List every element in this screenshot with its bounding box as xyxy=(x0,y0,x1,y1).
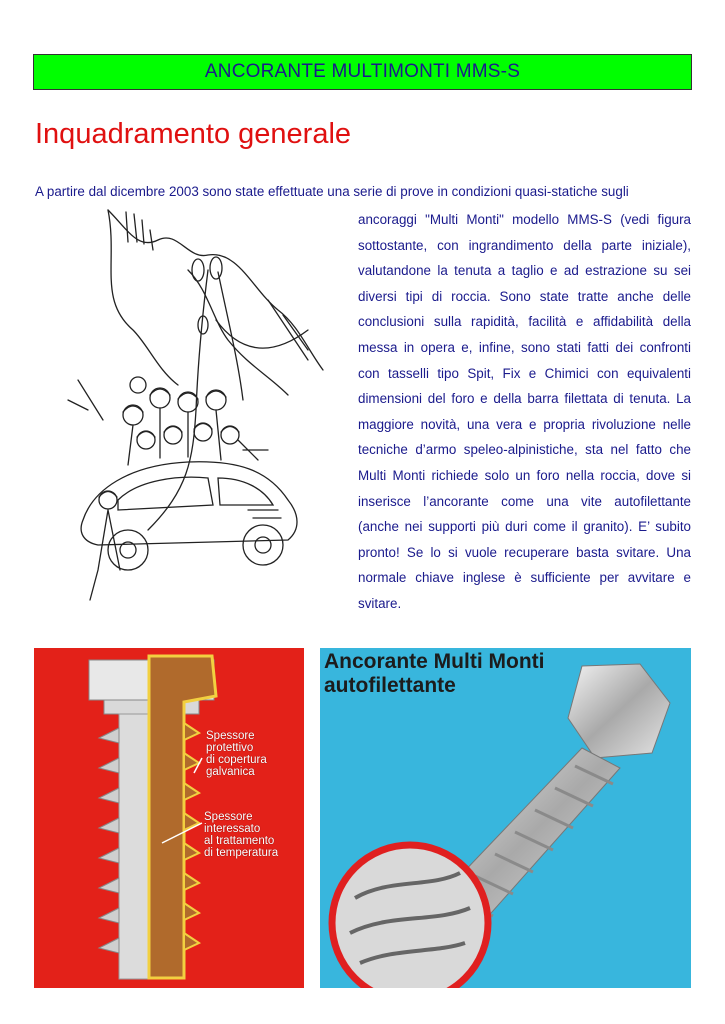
cutaway-label-coating xyxy=(206,730,267,778)
cartoon-illustration xyxy=(38,200,352,632)
label-line: di temperatura xyxy=(204,847,279,859)
photo-title-line: Ancorante Multi Monti xyxy=(324,650,545,673)
section-title: Inquadramento generale xyxy=(35,118,352,150)
cutaway-label-treatment xyxy=(204,811,278,859)
cartoon-drawing xyxy=(38,200,352,632)
photo-title-line: autofilettante xyxy=(324,674,456,697)
document-banner xyxy=(33,54,692,90)
banner-title: ANCORANTE MULTIMONTI MMS-S xyxy=(204,61,521,82)
label-line: galvanica xyxy=(206,766,255,778)
body-paragraph: ancoraggi "Multi Monti" modello MMS-S (vedi figura sottostante, con ingrandimento della parte iniziale), valutandone la tenuta a taglio e ad estrazione su sei diversi tipi di roccia. Sono state tratte anche delle conclusioni sulla rapidità, facilità e affidabilità della messa in opera e, infine, sono stati fatti dei confronti con tasselli tipo Spit, Fix e Chimici con equivalenti dimensioni del foro e della barra filettata di tenuta. La maggiore novità, una vera e propria rivoluzione nelle tecniche d’armo speleo-alpinistiche, sta nel fatto che Multi Monti richiede solo un foro nella roccia, dove si inserisce l’ancorante come una vite autofilettante (anche nei supporti più duri come il granito). E’ subito pronto! Se lo si vuole recuperare basta svitare. Una normale chiave inglese è sufficiente per avvitare e svitare. xyxy=(358,212,691,611)
label-line: di copertura xyxy=(206,754,267,766)
label-line: Spessore xyxy=(206,730,255,742)
label-line: interessato xyxy=(204,823,261,835)
intro-line: A partire dal dicembre 2003 sono state effettuate una serie di prove in condizioni quasi-statiche sugli xyxy=(35,184,629,199)
label-line: protettivo xyxy=(206,742,254,754)
bolt-cutaway-figure xyxy=(34,648,304,988)
label-line: al trattamento xyxy=(204,835,275,847)
anchor-photo-drawing xyxy=(320,648,691,988)
label-line: Spessore xyxy=(204,811,253,823)
anchor-photo-figure xyxy=(320,648,691,988)
